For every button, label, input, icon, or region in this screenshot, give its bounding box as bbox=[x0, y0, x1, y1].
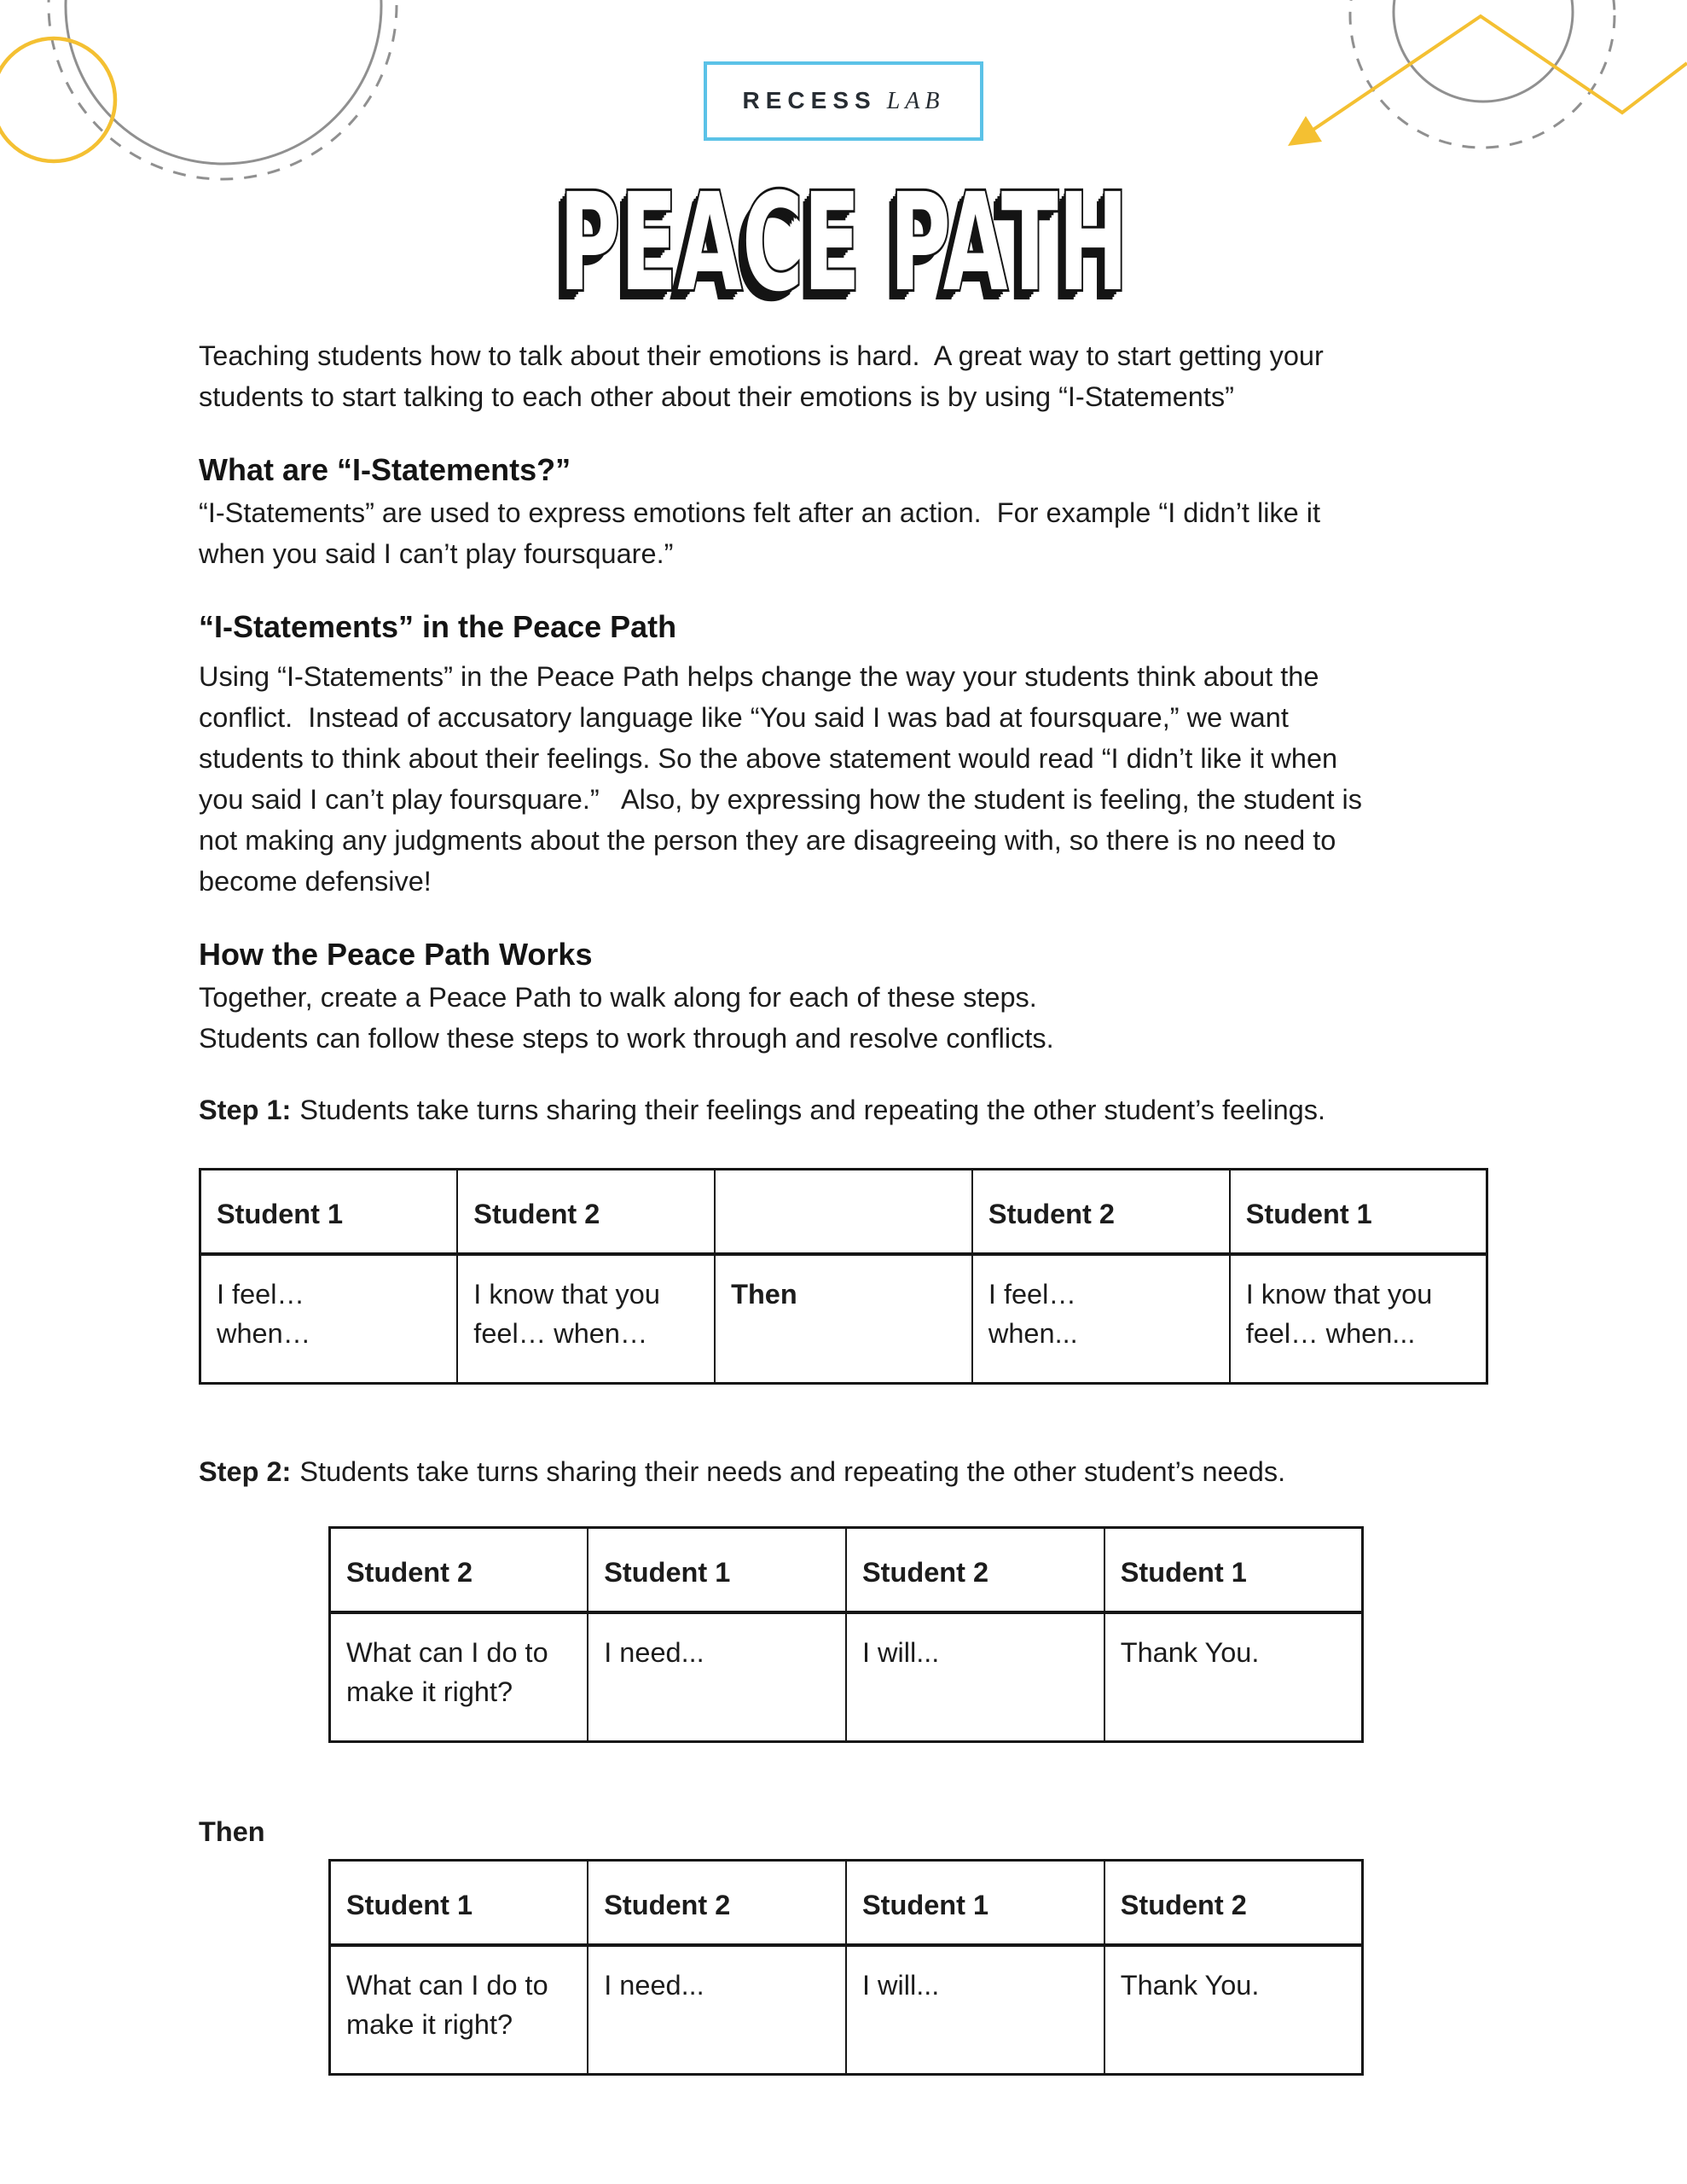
table-header-cell: Student 2 bbox=[972, 1170, 1230, 1255]
table-header-cell: Student 1 bbox=[1104, 1528, 1363, 1613]
step-2-text: Students take turns sharing their needs and repeating the other student’s needs. bbox=[299, 1456, 1286, 1487]
table-cell: I will... bbox=[846, 1945, 1104, 2075]
step-2-line bbox=[199, 1451, 1653, 1492]
table-cell: I feel… when... bbox=[972, 1254, 1230, 1384]
table-header-cell: Student 2 bbox=[1104, 1861, 1363, 1946]
dashed-circle-icon bbox=[1350, 0, 1615, 148]
arrowhead-icon bbox=[1288, 116, 1322, 146]
what-are-paragraph: “I-Statements” are used to express emotions felt after an action. For example “I didn’t like it when you said I can’t play foursquare.” bbox=[199, 497, 1321, 569]
peace-path-paragraph: Using “I-Statements” in the Peace Path helps change the way your students think about the conflict. Instead of accusatory language like “You said I was bad at foursquare,” we want students to think about their feelings. So the above statement would read “I didn’t like it when you said I can’t play foursquare.” Also, by expressing how the student is feeling, the student is not making any judgments about the person they are disagreeing with, so there is no need to become defensive! bbox=[199, 661, 1362, 897]
table-header-cell: Student 1 bbox=[330, 1861, 588, 1946]
table-cell: Thank You. bbox=[1104, 1612, 1363, 1742]
step-2-label: Step 2: bbox=[199, 1456, 292, 1487]
then-label: Then bbox=[199, 1816, 265, 1847]
table-cell: What can I do to make it right? bbox=[330, 1612, 588, 1742]
heading-i-statements-in-peace-path: “I-Statements” in the Peace Path bbox=[199, 609, 677, 644]
zigzag-arrow-icon bbox=[1298, 16, 1687, 140]
page-title: PEACE PATH bbox=[559, 165, 1128, 322]
table-row bbox=[330, 1945, 1363, 2075]
table-header-cell: Student 1 bbox=[1230, 1170, 1487, 1255]
table-header-cell: Student 1 bbox=[200, 1170, 458, 1255]
table-header-cell: Student 2 bbox=[846, 1528, 1104, 1613]
step-1-label: Step 1: bbox=[199, 1095, 292, 1125]
table-header-cell: Student 2 bbox=[588, 1861, 846, 1946]
table-header-row bbox=[200, 1170, 1487, 1255]
then-table bbox=[328, 1859, 1364, 2076]
table-cell: I will... bbox=[846, 1612, 1104, 1742]
table-cell: Thank You. bbox=[1104, 1945, 1363, 2075]
heading-how-peace-path-works: How the Peace Path Works bbox=[199, 937, 593, 972]
table-header-row bbox=[330, 1861, 1363, 1946]
table-cell: I feel… when… bbox=[200, 1254, 458, 1384]
yellow-circle-icon bbox=[0, 38, 115, 161]
how-it-works-paragraph: Together, create a Peace Path to walk along for each of these steps. Students can follow these steps to work through and resolve conflicts. bbox=[199, 982, 1054, 1054]
intro-paragraph: Teaching students how to talk about their emotions is hard. A great way to start getting your students to start talking to each other about their emotions is by using “I-Statements” bbox=[199, 340, 1324, 412]
dashed-circle-icon bbox=[49, 0, 397, 179]
table-cell: I know that you feel… when… bbox=[457, 1254, 715, 1384]
solid-circle-icon bbox=[66, 0, 381, 164]
title-container bbox=[0, 165, 1687, 322]
table-header-row bbox=[330, 1528, 1363, 1613]
table-cell: I know that you feel… when... bbox=[1230, 1254, 1487, 1384]
heading-what-are-i-statements: What are “I-Statements?” bbox=[199, 452, 571, 487]
step-1-line bbox=[199, 1089, 1653, 1130]
table-cell: I need... bbox=[588, 1945, 846, 2075]
logo-secondary-text: LAB bbox=[886, 88, 945, 114]
table-cell: I need... bbox=[588, 1612, 846, 1742]
table-header-cell: Student 2 bbox=[457, 1170, 715, 1255]
table-header-cell: Student 1 bbox=[846, 1861, 1104, 1946]
table-cell-then: Then bbox=[715, 1254, 972, 1384]
step-2-table bbox=[328, 1526, 1364, 1743]
table-cell: What can I do to make it right? bbox=[330, 1945, 588, 2075]
recess-lab-logo bbox=[704, 61, 984, 141]
table-row bbox=[200, 1254, 1487, 1384]
table-header-cell: Student 2 bbox=[330, 1528, 588, 1613]
table-row bbox=[330, 1612, 1363, 1742]
table-header-cell bbox=[715, 1170, 972, 1255]
logo-primary-text: RECESS bbox=[742, 87, 877, 113]
solid-circle-icon bbox=[1394, 0, 1573, 102]
document-body bbox=[0, 335, 1687, 2076]
step-1-table bbox=[199, 1168, 1488, 1385]
table-header-cell: Student 1 bbox=[588, 1528, 846, 1613]
step-1-text: Students take turns sharing their feelings and repeating the other student’s feelings. bbox=[299, 1095, 1326, 1125]
